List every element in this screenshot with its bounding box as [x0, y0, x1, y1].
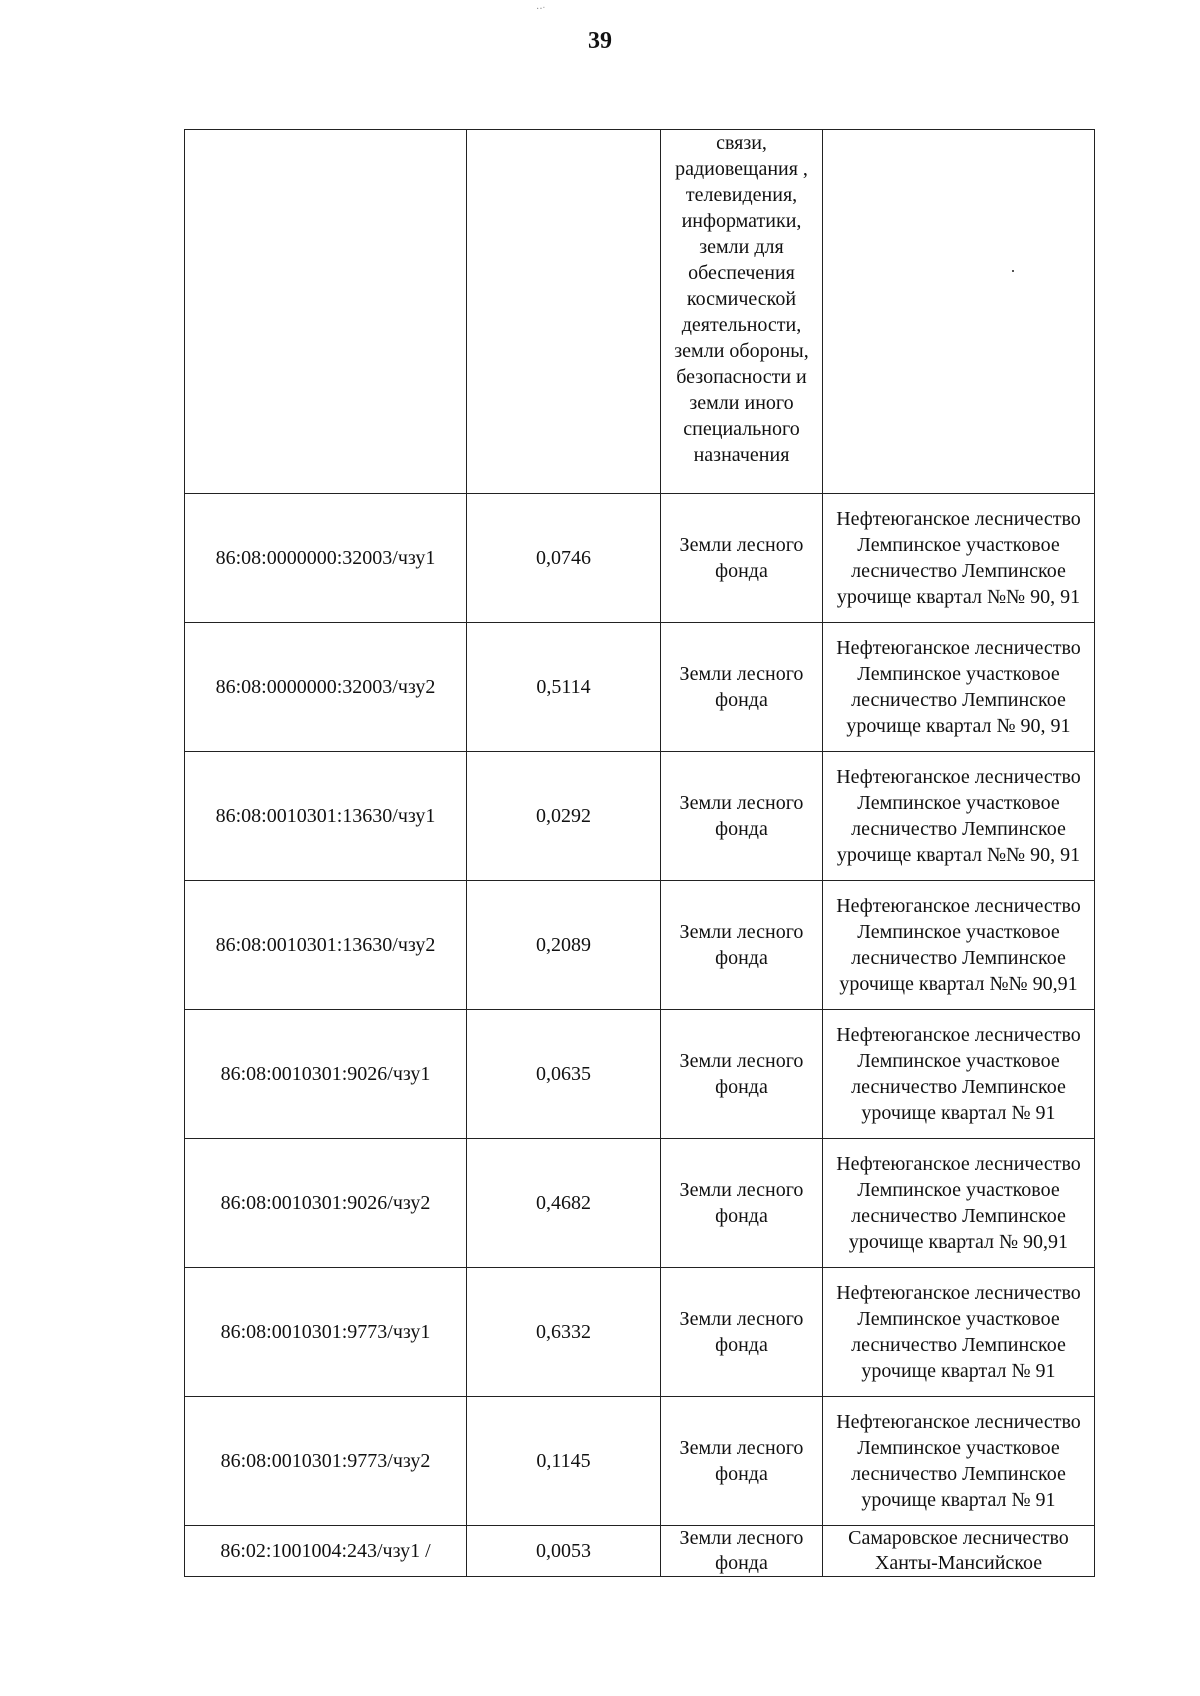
- area-cell: 0,0053: [467, 1526, 661, 1577]
- area-cell: 0,6332: [467, 1268, 661, 1397]
- table-row: [185, 623, 1095, 752]
- cadastral-number-cell: 86:08:0010301:9773/чзу2: [185, 1397, 467, 1526]
- cadastral-number-cell: 86:02:1001004:243/чзу1 /: [185, 1526, 467, 1577]
- area-cell: 0,5114: [467, 623, 661, 752]
- location-cell: Самаровское лесничество Ханты-Мансийское: [823, 1526, 1095, 1577]
- land-category-cell: Земли лесного фонда: [661, 1139, 823, 1268]
- location-cell: Нефтеюганское лесничество Лемпинское участковое лесничество Лемпинское урочище квартал № 91: [823, 1010, 1095, 1139]
- cadastral-number-cell: 86:08:0000000:32003/чзу1: [185, 494, 467, 623]
- location-cell: Нефтеюганское лесничество Лемпинское участковое лесничество Лемпинское урочище квартал № 90, 91: [823, 623, 1095, 752]
- land-category-cell: связи, радиовещания , телевидения, информатики, земли для обеспечения космической деятельности, земли обороны, безопасности и земли иного специального назначения: [661, 130, 823, 494]
- land-category-cell: Земли лесного фонда: [661, 623, 823, 752]
- table-row: [185, 1526, 1095, 1577]
- area-cell: 0,4682: [467, 1139, 661, 1268]
- location-cell: [823, 130, 1095, 494]
- land-category-cell: Земли лесного фонда: [661, 1268, 823, 1397]
- area-cell: [467, 130, 661, 494]
- table-row: [185, 752, 1095, 881]
- table-row: [185, 494, 1095, 623]
- area-cell: 0,2089: [467, 881, 661, 1010]
- area-cell: 0,0635: [467, 1010, 661, 1139]
- land-category-cell: Земли лесного фонда: [661, 1397, 823, 1526]
- scan-artifact: ·‧ˑ: [536, 4, 546, 15]
- cadastral-number-cell: 86:08:0010301:13630/чзу1: [185, 752, 467, 881]
- land-category-cell: Земли лесного фонда: [661, 1010, 823, 1139]
- area-cell: 0,0292: [467, 752, 661, 881]
- land-category-cell: Земли лесного фонда: [661, 494, 823, 623]
- table-row: [185, 1010, 1095, 1139]
- cadastral-number-cell: [185, 130, 467, 494]
- location-cell: Нефтеюганское лесничество Лемпинское участковое лесничество Лемпинское урочище квартал №№ 90,91: [823, 881, 1095, 1010]
- land-category-cell: Земли лесного фонда: [661, 752, 823, 881]
- table-row: [185, 1139, 1095, 1268]
- cadastral-number-cell: 86:08:0010301:9026/чзу1: [185, 1010, 467, 1139]
- cadastral-number-cell: 86:08:0000000:32003/чзу2: [185, 623, 467, 752]
- page-number: 39: [588, 28, 612, 54]
- location-cell: Нефтеюганское лесничество Лемпинское участковое лесничество Лемпинское урочище квартал № 91: [823, 1268, 1095, 1397]
- table-row: [185, 1397, 1095, 1526]
- location-cell: Нефтеюганское лесничество Лемпинское участковое лесничество Лемпинское урочище квартал №№ 90, 91: [823, 494, 1095, 623]
- table-row: [185, 881, 1095, 1010]
- land-category-cell: Земли лесного фонда: [661, 881, 823, 1010]
- land-plots-table: [184, 129, 1095, 1577]
- location-cell: Нефтеюганское лесничество Лемпинское участковое лесничество Лемпинское урочище квартал № 90,91: [823, 1139, 1095, 1268]
- land-category-cell: Земли лесного фонда: [661, 1526, 823, 1577]
- location-cell: Нефтеюганское лесничество Лемпинское участковое лесничество Лемпинское урочище квартал № 91: [823, 1397, 1095, 1526]
- table-row: [185, 1268, 1095, 1397]
- cadastral-number-cell: 86:08:0010301:9773/чзу1: [185, 1268, 467, 1397]
- cadastral-number-cell: 86:08:0010301:9026/чзу2: [185, 1139, 467, 1268]
- area-cell: 0,1145: [467, 1397, 661, 1526]
- cadastral-number-cell: 86:08:0010301:13630/чзу2: [185, 881, 467, 1010]
- table-row: [185, 130, 1095, 494]
- area-cell: 0,0746: [467, 494, 661, 623]
- location-cell: Нефтеюганское лесничество Лемпинское участковое лесничество Лемпинское урочище квартал №№ 90, 91: [823, 752, 1095, 881]
